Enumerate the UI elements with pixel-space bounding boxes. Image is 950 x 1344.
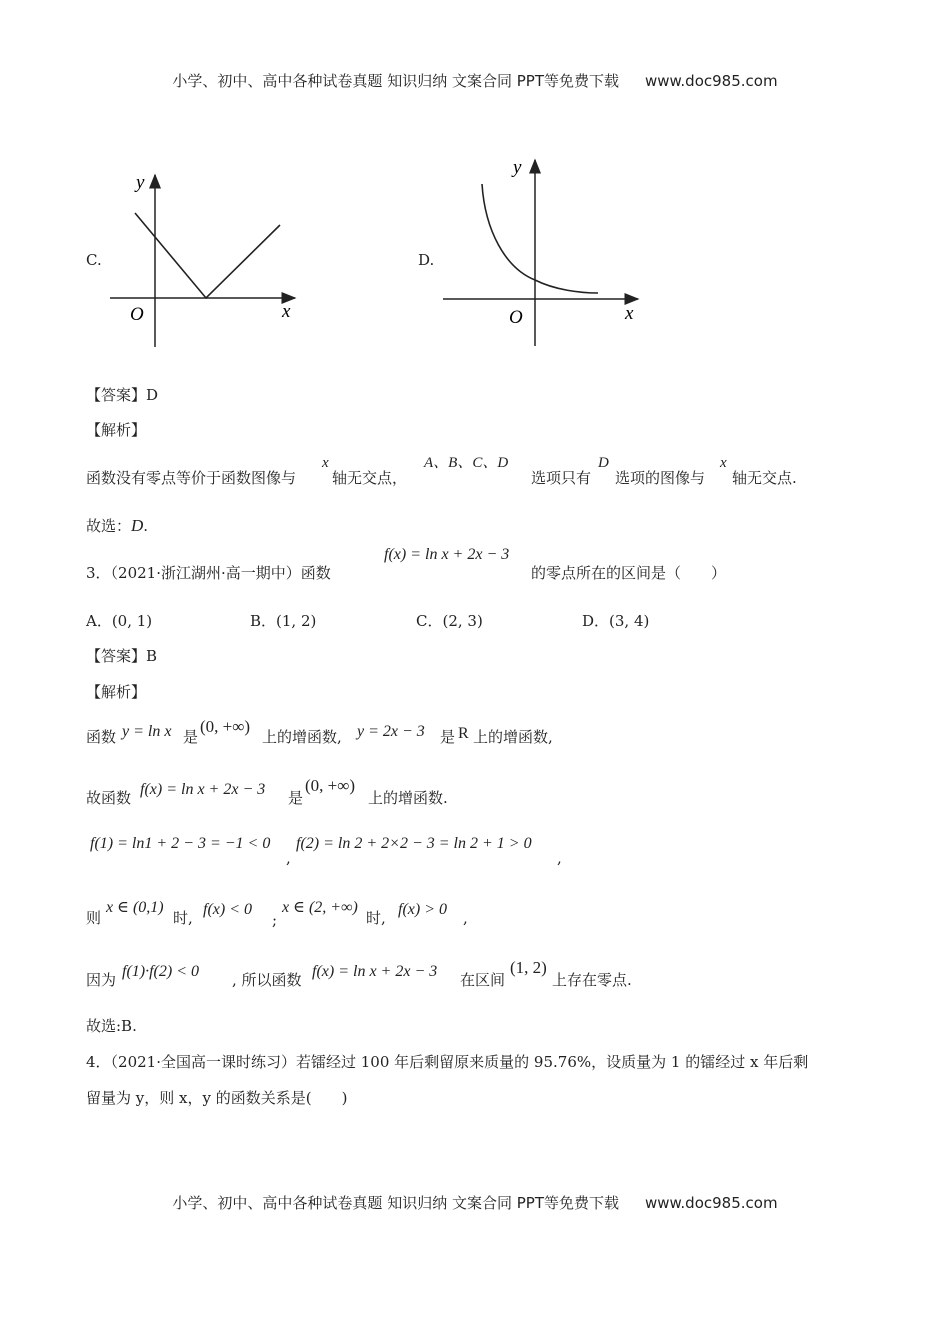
q2-math-d: D — [598, 455, 609, 471]
q3-option-a: A．(0, 1) — [86, 612, 153, 630]
q3-s3-math: f(1) = ln1 + 2 − 3 = −1 < 0 — [90, 835, 271, 852]
page-header — [0, 70, 950, 91]
q3-choose: 故选:B. — [86, 1017, 137, 1035]
footer-text: 小学、初中、高中各种试卷真题 知识归纳 文案合同 PPT等免费下载 — [172, 1194, 619, 1212]
q2-text-1: 函数没有零点等价于函数图像与 — [86, 469, 297, 487]
q3-s5-math: f(1)·f(2) < 0 — [122, 963, 199, 980]
q3-s1-text: 函数 — [86, 728, 117, 746]
q3-s4-math: f(x) < 0 — [203, 901, 252, 918]
q2-math-options: A、B、C、D — [424, 455, 509, 471]
q3-s4-text: 时, — [173, 909, 193, 927]
q3-s5-interval: (1, 2) — [510, 958, 547, 977]
header-site: www.doc985.com — [644, 72, 778, 90]
x-axis-label: x — [625, 303, 634, 324]
q3-s3-math: f(2) = ln 2 + 2×2 − 3 = ln 2 + 1 > 0 — [296, 835, 532, 852]
q2-text-2: 轴无交点， — [332, 469, 408, 487]
q3-s2-text: 故函数 — [86, 789, 132, 807]
q3-s5-text: 因为 — [86, 971, 117, 989]
page-footer — [0, 1192, 950, 1213]
q3-analysis-title: 【解析】 — [86, 683, 147, 701]
q3-stem-func: f(x) = ln x + 2x − 3 — [384, 546, 510, 563]
q3-s2-math: f(x) = ln x + 2x − 3 — [140, 781, 266, 798]
v-curve — [135, 213, 280, 298]
q3-stem-b: 的零点所在的区间是（ ） — [531, 564, 727, 582]
q3-s1-r: R — [458, 725, 469, 742]
option-c-label: C. — [86, 251, 102, 269]
footer-site: www.doc985.com — [644, 1194, 778, 1212]
y-axis-label: y — [513, 157, 522, 178]
decreasing-curve — [482, 184, 598, 293]
q3-s4-text: ; — [272, 911, 278, 929]
q3-s1-interval: (0, +∞) — [200, 717, 251, 736]
q3-s2-interval: (0, +∞) — [305, 776, 356, 795]
q2-text-3: 选项只有 — [531, 469, 592, 487]
q3-s5-text: 上存在零点. — [552, 971, 632, 989]
q4-line-1: 4．（2021·全国高一课时练习）若镭经过 100 年后剩留原来质量的 95.76%，设质量为 1 的镭经过 x 年后剩 — [86, 1053, 809, 1071]
q3-s3-sep: , — [286, 849, 291, 867]
q2-text-4: 选项的图像与 — [615, 469, 706, 487]
q3-option-d: D．(3, 4) — [582, 612, 650, 630]
origin-label: O — [130, 304, 144, 325]
option-d-label: D. — [418, 251, 435, 269]
q2-text-5: 轴无交点. — [732, 469, 797, 487]
graph-d — [435, 150, 645, 350]
q3-s4-math: f(x) > 0 — [398, 901, 447, 918]
graph-c — [100, 165, 310, 355]
q2-choose-value: D — [131, 516, 144, 535]
q3-stem-a: 3．（2021·浙江湖州·高一期中）函数 — [86, 564, 331, 582]
q3-s1-text: 上的增函数, — [262, 728, 342, 746]
q3-s1-math: y = ln x — [122, 723, 172, 740]
q3-s4-text: 时, — [366, 909, 386, 927]
q3-s4-math: x ∈ (2, +∞) — [282, 899, 358, 916]
origin-label: O — [509, 307, 523, 328]
header-text: 小学、初中、高中各种试卷真题 知识归纳 文案合同 PPT等免费下载 — [172, 72, 619, 90]
q3-s4-math: x ∈ (0,1) — [106, 899, 164, 916]
q3-s3-end: , — [557, 849, 562, 867]
q3-s5-math: f(x) = ln x + 2x − 3 — [312, 963, 438, 980]
q3-s2-text: 是 — [288, 789, 304, 807]
q3-s4-text: , — [463, 909, 468, 927]
q3-s5-text: 在区间 — [460, 971, 506, 989]
q3-s4-text: 则 — [86, 909, 102, 927]
q2-math-x2: x — [720, 455, 727, 471]
y-axis-label: y — [136, 172, 145, 193]
q2-answer: 【答案】D — [86, 386, 159, 404]
q3-s1-math: y = 2x − 3 — [357, 723, 425, 740]
q2-math-x: x — [322, 455, 329, 471]
q3-option-c: C．(2, 3) — [416, 612, 483, 630]
x-axis-label: x — [282, 301, 291, 322]
q3-s1-text: 是 — [183, 728, 199, 746]
q2-analysis-title: 【解析】 — [86, 421, 147, 439]
q3-s2-text: 上的增函数. — [368, 789, 448, 807]
q3-s1-text: 是 — [440, 728, 456, 746]
q4-line-2: 留量为 y，则 x，y 的函数关系是( ) — [86, 1089, 348, 1107]
q2-choose: 故选：D. — [86, 516, 149, 535]
q3-answer: 【答案】B — [86, 647, 158, 665]
q3-s1-text: 上的增函数, — [473, 728, 553, 746]
q3-option-b: B．(1, 2) — [250, 612, 317, 630]
q3-s5-text: , 所以函数 — [232, 971, 302, 989]
